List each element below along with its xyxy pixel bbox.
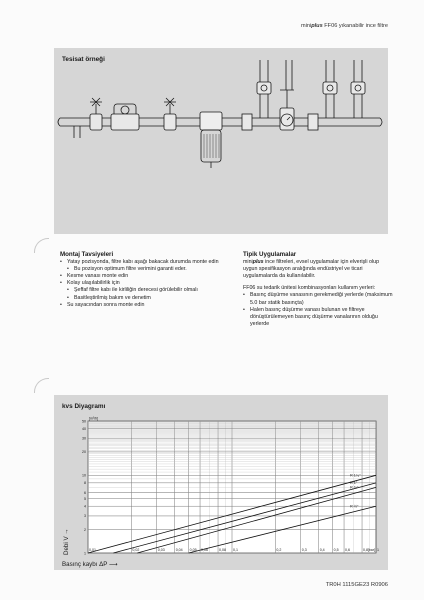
typical-list bbox=[243, 292, 393, 327]
x-tick-label: 0,02 bbox=[132, 548, 140, 552]
series-label: R ½" bbox=[350, 504, 359, 509]
series-label: R ¾" bbox=[350, 485, 359, 490]
x-tick-label: 0,3 bbox=[301, 548, 307, 552]
x-tick-label: 0,05 bbox=[189, 548, 197, 552]
kvs-panel bbox=[54, 395, 388, 570]
series-label: R 1¼" bbox=[350, 473, 361, 478]
y-tick-label: 30 bbox=[82, 436, 86, 441]
footer-code: TR0H 1115GE23 R0906 bbox=[325, 582, 388, 588]
y-tick-label: 4 bbox=[84, 504, 86, 509]
mounting-item: • Şeffaf filtre kabı ile kirliliğin derecesi görülebilir olmalı bbox=[60, 287, 230, 294]
y-tick-label: 6 bbox=[84, 490, 86, 495]
y-tick-label: 2 bbox=[84, 527, 86, 532]
x-tick-label: 0,03 bbox=[157, 548, 165, 552]
y-tick-label: 10 bbox=[82, 473, 86, 478]
x-tick-label: 0,08 bbox=[219, 548, 227, 552]
x-tick-label: 1 bbox=[377, 548, 379, 552]
x-tick-label: 0,5 bbox=[333, 548, 339, 552]
mounting-list bbox=[60, 259, 230, 309]
y-tick-label: 50 bbox=[82, 419, 86, 424]
installation-title: Tesisat örneği bbox=[62, 56, 105, 63]
x-tick-label: 0,01 bbox=[89, 548, 96, 552]
x-tick-label: 0,2 bbox=[276, 548, 282, 552]
mounting-item: • Basitleştirilmiş bakım ve denetim bbox=[60, 295, 230, 302]
x-unit-label: [bar] bbox=[367, 548, 375, 552]
series-label: R 1" bbox=[350, 481, 358, 486]
x-tick-label: 0,04 bbox=[175, 548, 183, 552]
x-tick-label: 0,4 bbox=[319, 548, 325, 552]
stop-valve bbox=[164, 114, 176, 130]
y-tick-label: 40 bbox=[82, 426, 86, 431]
x-tick-label: 0,1 bbox=[233, 548, 238, 552]
installation-diagram bbox=[54, 48, 388, 234]
typical-item: • Basınç düşürme vanasının gerekmediği yerlerde (maksimum 5.0 bar statik basınçta) bbox=[243, 292, 393, 306]
typical-item: • Halen basınç düşürme vanası bulunan ve filtreye dönüştürülemeyen basınç düşürme vanalarının olduğu yerlerde bbox=[243, 307, 393, 328]
mounting-item: • Bu pozisyon optimum filtre verimini garanti eder. bbox=[60, 266, 230, 273]
x-tick-label: 0,8 bbox=[363, 548, 369, 552]
y-tick-label: 1 bbox=[84, 551, 86, 556]
typical-combo: FF06 su tedarik ünitesi kombinasyonları kullanım yerleri: bbox=[243, 285, 376, 292]
page-crease bbox=[34, 238, 49, 253]
x-tick-label: 0,06 bbox=[201, 548, 209, 552]
mounting-title: Montaj Tavsiyeleri bbox=[60, 251, 114, 258]
y-unit-label: [m³/h] bbox=[89, 416, 99, 421]
mounting-section bbox=[60, 251, 230, 309]
typical-section bbox=[243, 251, 393, 328]
y-tick-label: 5 bbox=[84, 496, 86, 501]
fine-filter bbox=[200, 112, 222, 130]
y-tick-label: 8 bbox=[84, 481, 86, 486]
typical-title: Tipik Uygulamalar bbox=[243, 251, 297, 258]
y-tick-label: 3 bbox=[84, 514, 86, 519]
y-axis-title: Debi V → bbox=[63, 528, 70, 555]
mounting-item: • Kesme vanası monte edin bbox=[60, 273, 230, 280]
kvs-chart bbox=[54, 395, 388, 570]
stop-valve bbox=[90, 114, 102, 130]
installation-panel bbox=[54, 48, 388, 234]
header-title: miniplus FF06 yıkanabilir ince filtre bbox=[300, 23, 388, 29]
x-tick-label: 0,6 bbox=[345, 548, 351, 552]
mounting-item: • Yatay pozisyonda, filtre kabı aşağı bakacak durumda monte edin bbox=[60, 259, 230, 266]
kvs-title: kvs Diyagramı bbox=[62, 403, 106, 410]
page-crease bbox=[34, 378, 49, 393]
y-tick-label: 20 bbox=[82, 450, 86, 455]
x-axis-title: Basınç kaybı ΔP ⟶ bbox=[62, 561, 118, 568]
typical-intro: miniplus ince filtreleri, evsel uygulamalar için elverişli olup uygun spesifikasyon aralığında endüstriyel ve ticari uygulamalarda da kullanılabilir. bbox=[243, 259, 380, 280]
mounting-item: • Kolay ulaşılabilirlik için bbox=[60, 280, 230, 287]
mounting-item: • Su sayacından sonra monte edin bbox=[60, 302, 230, 309]
